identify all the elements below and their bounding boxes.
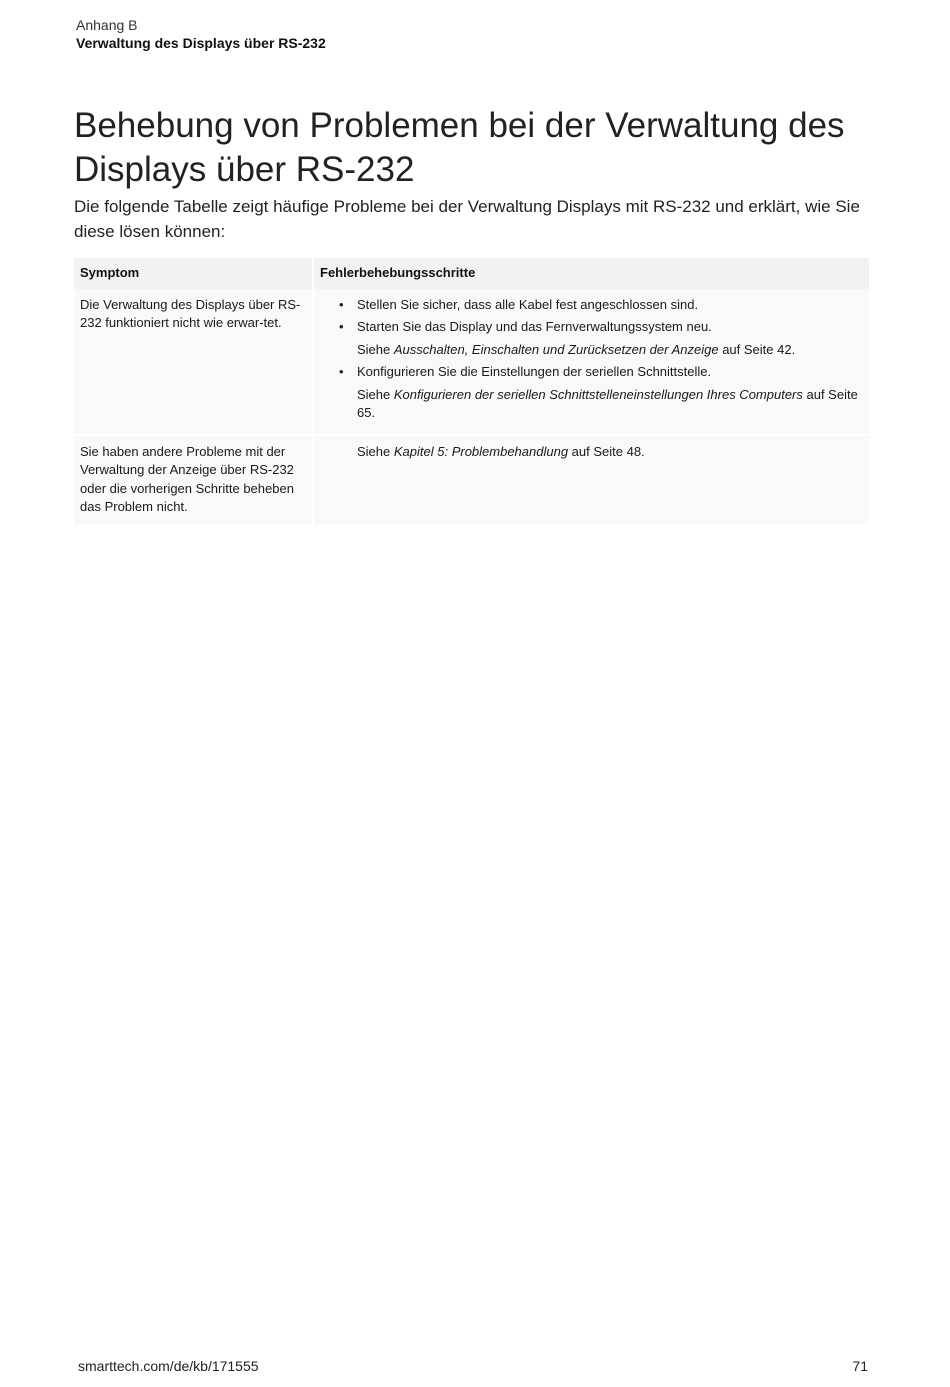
footer-url[interactable]: smarttech.com/de/kb/171555 [78, 1358, 259, 1374]
see-reference: Siehe Konfigurieren der seriellen Schnittstelleneinstellungen Ihres Computers auf Seite 65. [357, 386, 858, 420]
table-row [74, 434, 869, 524]
section-label: Verwaltung des Displays über RS-232 [76, 35, 326, 51]
column-header-symptom: Symptom [74, 258, 312, 289]
bullet-icon: • [339, 364, 344, 379]
symptom-cell: Sie haben andere Probleme mit der Verwaltung der Anzeige über RS-232 oder die vorherigen Schritte beheben das Problem nicht. [74, 434, 312, 524]
see-reference: Siehe Kapitel 5: Problembehandlung auf Seite 48. [357, 443, 645, 459]
bullet-icon: • [339, 296, 344, 312]
column-header-steps: Fehlerbehebungsschritte [314, 258, 869, 289]
page-number: 71 [852, 1358, 868, 1374]
intro-paragraph: Die folgende Tabelle zeigt häufige Probleme bei der Verwaltung Displays mit RS-232 und erklärt, wie Sie diese lösen können: [74, 197, 860, 241]
running-header [76, 16, 326, 52]
cross-reference-link[interactable]: Ausschalten, Einschalten und Zurücksetzen der Anzeige [393, 341, 719, 357]
steps-list [320, 363, 863, 382]
steps-cell [314, 289, 869, 434]
table-header-row [74, 258, 869, 289]
bullet-icon: • [339, 319, 344, 334]
see-reference: Siehe Ausschalten, Einschalten und Zurücksetzen der Anzeige auf Seite 42. [357, 341, 796, 357]
list-item: • Starten Sie das Display und das Fernverwaltungssystem neu. [320, 318, 863, 337]
cross-reference-link[interactable]: Kapitel 5: Problembehandlung [393, 443, 569, 459]
steps-list [320, 296, 863, 337]
table-row [74, 289, 869, 434]
list-item: • Stellen Sie sicher, dass alle Kabel fest angeschlossen sind. [320, 296, 863, 315]
symptom-cell: Die Verwaltung des Displays über RS-232 funktioniert nicht wie erwar-tet. [74, 289, 312, 434]
chapter-label: Anhang B [76, 17, 138, 33]
troubleshooting-table [72, 258, 871, 524]
steps-cell [314, 434, 869, 524]
page-title: Behebung von Problemen bei der Verwaltung des Displays über RS-232 [74, 106, 845, 189]
cross-reference-link[interactable]: Konfigurieren der seriellen Schnittstelleneinstellungen Ihres Computers [393, 386, 803, 402]
list-item: • Konfigurieren Sie die Einstellungen der seriellen Schnittstelle. [320, 363, 863, 382]
